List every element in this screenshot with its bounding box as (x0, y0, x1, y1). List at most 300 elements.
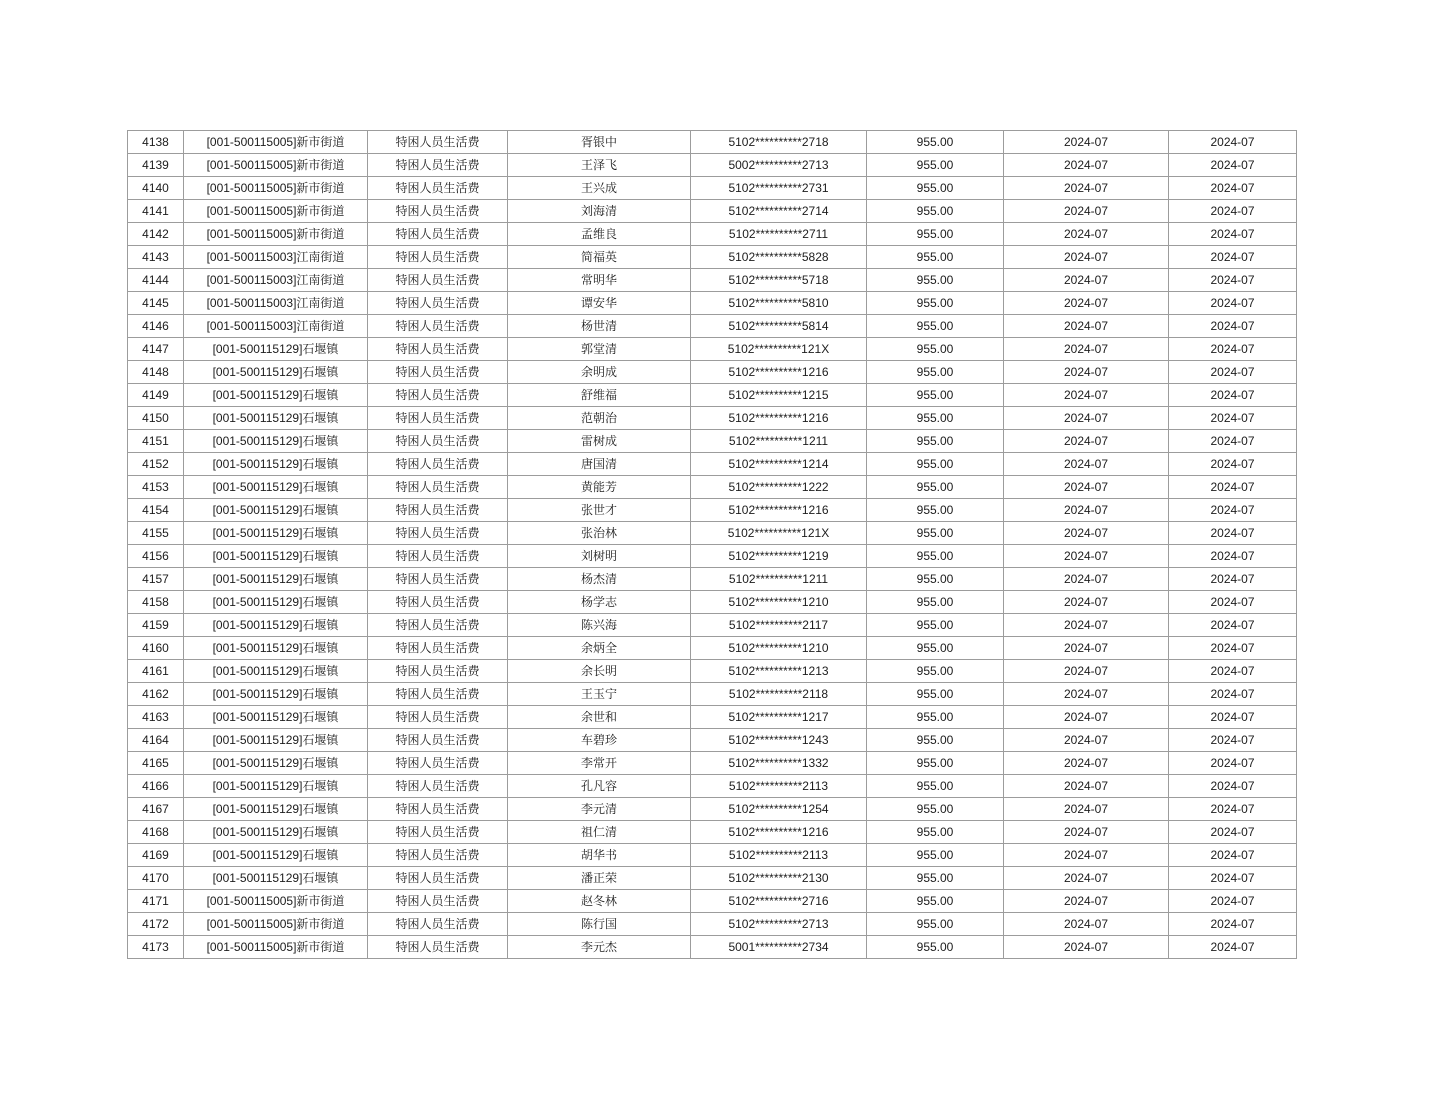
table-row (128, 292, 1297, 315)
id-number-masked-cell: 5102**********2713 (691, 913, 867, 936)
grant-month-cell: 2024-07 (1169, 660, 1297, 683)
id-number-masked-cell: 5102**********1216 (691, 361, 867, 384)
pay-month-cell: 2024-07 (1004, 568, 1169, 591)
table-row (128, 775, 1297, 798)
amount-cell: 955.00 (867, 407, 1004, 430)
subsidy-type-cell: 特困人员生活费 (368, 890, 508, 913)
grant-month-cell: 2024-07 (1169, 867, 1297, 890)
id-number-masked-cell: 5102**********1243 (691, 729, 867, 752)
id-number-masked-cell: 5102**********5814 (691, 315, 867, 338)
grant-month-cell: 2024-07 (1169, 154, 1297, 177)
grant-month-cell: 2024-07 (1169, 568, 1297, 591)
district-cell: [001-500115129]石堰镇 (184, 706, 368, 729)
row-number-cell: 4153 (128, 476, 184, 499)
district-cell: [001-500115005]新市街道 (184, 154, 368, 177)
table-row (128, 522, 1297, 545)
pay-month-cell: 2024-07 (1004, 614, 1169, 637)
subsidy-type-cell: 特困人员生活费 (368, 637, 508, 660)
district-cell: [001-500115129]石堰镇 (184, 476, 368, 499)
amount-cell: 955.00 (867, 683, 1004, 706)
pay-month-cell: 2024-07 (1004, 867, 1169, 890)
district-cell: [001-500115003]江南街道 (184, 315, 368, 338)
subsidy-type-cell: 特困人员生活费 (368, 798, 508, 821)
id-number-masked-cell: 5102**********1214 (691, 453, 867, 476)
grant-month-cell: 2024-07 (1169, 177, 1297, 200)
grant-month-cell: 2024-07 (1169, 499, 1297, 522)
amount-cell: 955.00 (867, 453, 1004, 476)
person-name-cell: 杨杰清 (508, 568, 691, 591)
row-number-cell: 4155 (128, 522, 184, 545)
amount-cell: 955.00 (867, 821, 1004, 844)
row-number-cell: 4167 (128, 798, 184, 821)
district-cell: [001-500115129]石堰镇 (184, 522, 368, 545)
id-number-masked-cell: 5102**********2714 (691, 200, 867, 223)
grant-month-cell: 2024-07 (1169, 844, 1297, 867)
person-name-cell: 胥银中 (508, 131, 691, 154)
subsidy-type-cell: 特困人员生活费 (368, 752, 508, 775)
row-number-cell: 4164 (128, 729, 184, 752)
row-number-cell: 4165 (128, 752, 184, 775)
id-number-masked-cell: 5102**********1332 (691, 752, 867, 775)
id-number-masked-cell: 5102**********1219 (691, 545, 867, 568)
grant-month-cell: 2024-07 (1169, 453, 1297, 476)
pay-month-cell: 2024-07 (1004, 890, 1169, 913)
table-row (128, 499, 1297, 522)
person-name-cell: 孔凡容 (508, 775, 691, 798)
id-number-masked-cell: 5102**********2117 (691, 614, 867, 637)
person-name-cell: 王玉宁 (508, 683, 691, 706)
grant-month-cell: 2024-07 (1169, 890, 1297, 913)
grant-month-cell: 2024-07 (1169, 269, 1297, 292)
pay-month-cell: 2024-07 (1004, 453, 1169, 476)
district-cell: [001-500115129]石堰镇 (184, 867, 368, 890)
table-row (128, 361, 1297, 384)
row-number-cell: 4154 (128, 499, 184, 522)
table-row (128, 660, 1297, 683)
subsidy-type-cell: 特困人员生活费 (368, 154, 508, 177)
table-row (128, 430, 1297, 453)
row-number-cell: 4156 (128, 545, 184, 568)
amount-cell: 955.00 (867, 913, 1004, 936)
district-cell: [001-500115129]石堰镇 (184, 614, 368, 637)
amount-cell: 955.00 (867, 430, 1004, 453)
pay-month-cell: 2024-07 (1004, 361, 1169, 384)
table-row (128, 269, 1297, 292)
table-row (128, 246, 1297, 269)
table-row (128, 384, 1297, 407)
district-cell: [001-500115005]新市街道 (184, 200, 368, 223)
person-name-cell: 刘海清 (508, 200, 691, 223)
pay-month-cell: 2024-07 (1004, 177, 1169, 200)
pay-month-cell: 2024-07 (1004, 292, 1169, 315)
table-row (128, 752, 1297, 775)
person-name-cell: 余明成 (508, 361, 691, 384)
district-cell: [001-500115129]石堰镇 (184, 798, 368, 821)
row-number-cell: 4161 (128, 660, 184, 683)
subsidy-type-cell: 特困人员生活费 (368, 246, 508, 269)
table-row (128, 798, 1297, 821)
id-number-masked-cell: 5102**********121X (691, 338, 867, 361)
id-number-masked-cell: 5001**********2734 (691, 936, 867, 959)
row-number-cell: 4157 (128, 568, 184, 591)
district-cell: [001-500115129]石堰镇 (184, 430, 368, 453)
amount-cell: 955.00 (867, 384, 1004, 407)
row-number-cell: 4144 (128, 269, 184, 292)
pay-month-cell: 2024-07 (1004, 154, 1169, 177)
id-number-masked-cell: 5002**********2713 (691, 154, 867, 177)
district-cell: [001-500115129]石堰镇 (184, 729, 368, 752)
table-row (128, 200, 1297, 223)
amount-cell: 955.00 (867, 706, 1004, 729)
row-number-cell: 4170 (128, 867, 184, 890)
id-number-masked-cell: 5102**********1222 (691, 476, 867, 499)
person-name-cell: 郭堂清 (508, 338, 691, 361)
table-container (127, 130, 1297, 959)
grant-month-cell: 2024-07 (1169, 522, 1297, 545)
table-row (128, 637, 1297, 660)
person-name-cell: 舒维福 (508, 384, 691, 407)
amount-cell: 955.00 (867, 499, 1004, 522)
person-name-cell: 谭安华 (508, 292, 691, 315)
district-cell: [001-500115129]石堰镇 (184, 591, 368, 614)
district-cell: [001-500115005]新市街道 (184, 223, 368, 246)
row-number-cell: 4143 (128, 246, 184, 269)
table-row (128, 706, 1297, 729)
id-number-masked-cell: 5102**********1254 (691, 798, 867, 821)
grant-month-cell: 2024-07 (1169, 545, 1297, 568)
pay-month-cell: 2024-07 (1004, 315, 1169, 338)
table-row (128, 821, 1297, 844)
pay-month-cell: 2024-07 (1004, 430, 1169, 453)
amount-cell: 955.00 (867, 522, 1004, 545)
subsidy-type-cell: 特困人员生活费 (368, 499, 508, 522)
row-number-cell: 4147 (128, 338, 184, 361)
amount-cell: 955.00 (867, 568, 1004, 591)
table-row (128, 315, 1297, 338)
person-name-cell: 胡华书 (508, 844, 691, 867)
pay-month-cell: 2024-07 (1004, 200, 1169, 223)
grant-month-cell: 2024-07 (1169, 292, 1297, 315)
district-cell: [001-500115129]石堰镇 (184, 568, 368, 591)
person-name-cell: 潘正荣 (508, 867, 691, 890)
row-number-cell: 4169 (128, 844, 184, 867)
pay-month-cell: 2024-07 (1004, 775, 1169, 798)
table-row (128, 890, 1297, 913)
subsidy-type-cell: 特困人员生活费 (368, 936, 508, 959)
district-cell: [001-500115003]江南街道 (184, 292, 368, 315)
pay-month-cell: 2024-07 (1004, 591, 1169, 614)
district-cell: [001-500115129]石堰镇 (184, 361, 368, 384)
row-number-cell: 4159 (128, 614, 184, 637)
row-number-cell: 4166 (128, 775, 184, 798)
table-row (128, 476, 1297, 499)
amount-cell: 955.00 (867, 292, 1004, 315)
pay-month-cell: 2024-07 (1004, 476, 1169, 499)
grant-month-cell: 2024-07 (1169, 223, 1297, 246)
id-number-masked-cell: 5102**********2118 (691, 683, 867, 706)
grant-month-cell: 2024-07 (1169, 430, 1297, 453)
table-body (128, 131, 1297, 959)
person-name-cell: 余世和 (508, 706, 691, 729)
person-name-cell: 雷树成 (508, 430, 691, 453)
subsidy-type-cell: 特困人员生活费 (368, 775, 508, 798)
person-name-cell: 余长明 (508, 660, 691, 683)
subsidy-type-cell: 特困人员生活费 (368, 568, 508, 591)
person-name-cell: 刘树明 (508, 545, 691, 568)
subsidy-type-cell: 特困人员生活费 (368, 522, 508, 545)
amount-cell: 955.00 (867, 775, 1004, 798)
person-name-cell: 余炳全 (508, 637, 691, 660)
id-number-masked-cell: 5102**********2113 (691, 775, 867, 798)
id-number-masked-cell: 5102**********1210 (691, 637, 867, 660)
pay-month-cell: 2024-07 (1004, 936, 1169, 959)
grant-month-cell: 2024-07 (1169, 315, 1297, 338)
id-number-masked-cell: 5102**********2718 (691, 131, 867, 154)
amount-cell: 955.00 (867, 177, 1004, 200)
grant-month-cell: 2024-07 (1169, 913, 1297, 936)
subsidy-type-cell: 特困人员生活费 (368, 223, 508, 246)
grant-month-cell: 2024-07 (1169, 131, 1297, 154)
district-cell: [001-500115005]新市街道 (184, 177, 368, 200)
amount-cell: 955.00 (867, 269, 1004, 292)
pay-month-cell: 2024-07 (1004, 522, 1169, 545)
pay-month-cell: 2024-07 (1004, 683, 1169, 706)
district-cell: [001-500115129]石堰镇 (184, 752, 368, 775)
grant-month-cell: 2024-07 (1169, 407, 1297, 430)
subsidy-type-cell: 特困人员生活费 (368, 844, 508, 867)
amount-cell: 955.00 (867, 131, 1004, 154)
amount-cell: 955.00 (867, 867, 1004, 890)
subsidy-type-cell: 特困人员生活费 (368, 315, 508, 338)
person-name-cell: 李元杰 (508, 936, 691, 959)
person-name-cell: 张世才 (508, 499, 691, 522)
table-row (128, 131, 1297, 154)
district-cell: [001-500115129]石堰镇 (184, 499, 368, 522)
amount-cell: 955.00 (867, 361, 1004, 384)
subsidy-type-cell: 特困人员生活费 (368, 338, 508, 361)
pay-month-cell: 2024-07 (1004, 660, 1169, 683)
person-name-cell: 王兴成 (508, 177, 691, 200)
pay-month-cell: 2024-07 (1004, 752, 1169, 775)
person-name-cell: 杨世清 (508, 315, 691, 338)
table-row (128, 936, 1297, 959)
district-cell: [001-500115129]石堰镇 (184, 660, 368, 683)
row-number-cell: 4139 (128, 154, 184, 177)
pay-month-cell: 2024-07 (1004, 729, 1169, 752)
subsidy-type-cell: 特困人员生活费 (368, 591, 508, 614)
pay-month-cell: 2024-07 (1004, 798, 1169, 821)
subsidy-type-cell: 特困人员生活费 (368, 453, 508, 476)
district-cell: [001-500115129]石堰镇 (184, 775, 368, 798)
row-number-cell: 4142 (128, 223, 184, 246)
id-number-masked-cell: 5102**********1211 (691, 430, 867, 453)
row-number-cell: 4151 (128, 430, 184, 453)
pay-month-cell: 2024-07 (1004, 821, 1169, 844)
person-name-cell: 黄能芳 (508, 476, 691, 499)
amount-cell: 955.00 (867, 798, 1004, 821)
grant-month-cell: 2024-07 (1169, 706, 1297, 729)
id-number-masked-cell: 5102**********1216 (691, 407, 867, 430)
table-row (128, 177, 1297, 200)
pay-month-cell: 2024-07 (1004, 269, 1169, 292)
id-number-masked-cell: 5102**********5718 (691, 269, 867, 292)
subsidy-type-cell: 特困人员生活费 (368, 361, 508, 384)
district-cell: [001-500115005]新市街道 (184, 131, 368, 154)
pay-month-cell: 2024-07 (1004, 844, 1169, 867)
district-cell: [001-500115005]新市街道 (184, 913, 368, 936)
subsidy-table (127, 130, 1297, 959)
subsidy-type-cell: 特困人员生活费 (368, 614, 508, 637)
id-number-masked-cell: 5102**********1216 (691, 821, 867, 844)
amount-cell: 955.00 (867, 223, 1004, 246)
district-cell: [001-500115129]石堰镇 (184, 683, 368, 706)
subsidy-type-cell: 特困人员生活费 (368, 867, 508, 890)
amount-cell: 955.00 (867, 545, 1004, 568)
amount-cell: 955.00 (867, 154, 1004, 177)
row-number-cell: 4150 (128, 407, 184, 430)
table-row (128, 223, 1297, 246)
person-name-cell: 陈行国 (508, 913, 691, 936)
amount-cell: 955.00 (867, 591, 1004, 614)
grant-month-cell: 2024-07 (1169, 936, 1297, 959)
amount-cell: 955.00 (867, 476, 1004, 499)
subsidy-type-cell: 特困人员生活费 (368, 292, 508, 315)
id-number-masked-cell: 5102**********1211 (691, 568, 867, 591)
person-name-cell: 唐国清 (508, 453, 691, 476)
district-cell: [001-500115129]石堰镇 (184, 545, 368, 568)
row-number-cell: 4152 (128, 453, 184, 476)
grant-month-cell: 2024-07 (1169, 246, 1297, 269)
amount-cell: 955.00 (867, 200, 1004, 223)
pay-month-cell: 2024-07 (1004, 545, 1169, 568)
table-row (128, 729, 1297, 752)
person-name-cell: 李元清 (508, 798, 691, 821)
district-cell: [001-500115003]江南街道 (184, 246, 368, 269)
pay-month-cell: 2024-07 (1004, 913, 1169, 936)
pay-month-cell: 2024-07 (1004, 223, 1169, 246)
person-name-cell: 常明华 (508, 269, 691, 292)
amount-cell: 955.00 (867, 890, 1004, 913)
id-number-masked-cell: 5102**********2113 (691, 844, 867, 867)
subsidy-type-cell: 特困人员生活费 (368, 729, 508, 752)
row-number-cell: 4141 (128, 200, 184, 223)
row-number-cell: 4160 (128, 637, 184, 660)
district-cell: [001-500115129]石堰镇 (184, 821, 368, 844)
subsidy-type-cell: 特困人员生活费 (368, 476, 508, 499)
subsidy-type-cell: 特困人员生活费 (368, 430, 508, 453)
row-number-cell: 4172 (128, 913, 184, 936)
grant-month-cell: 2024-07 (1169, 821, 1297, 844)
district-cell: [001-500115005]新市街道 (184, 936, 368, 959)
person-name-cell: 张治林 (508, 522, 691, 545)
id-number-masked-cell: 5102**********1217 (691, 706, 867, 729)
row-number-cell: 4173 (128, 936, 184, 959)
person-name-cell: 车碧珍 (508, 729, 691, 752)
amount-cell: 955.00 (867, 729, 1004, 752)
subsidy-type-cell: 特困人员生活费 (368, 177, 508, 200)
id-number-masked-cell: 5102**********5828 (691, 246, 867, 269)
id-number-masked-cell: 5102**********2716 (691, 890, 867, 913)
grant-month-cell: 2024-07 (1169, 683, 1297, 706)
id-number-masked-cell: 5102**********2130 (691, 867, 867, 890)
person-name-cell: 简福英 (508, 246, 691, 269)
row-number-cell: 4171 (128, 890, 184, 913)
subsidy-type-cell: 特困人员生活费 (368, 269, 508, 292)
row-number-cell: 4149 (128, 384, 184, 407)
table-row (128, 545, 1297, 568)
id-number-masked-cell: 5102**********2711 (691, 223, 867, 246)
district-cell: [001-500115129]石堰镇 (184, 637, 368, 660)
grant-month-cell: 2024-07 (1169, 798, 1297, 821)
row-number-cell: 4162 (128, 683, 184, 706)
table-row (128, 407, 1297, 430)
subsidy-type-cell: 特困人员生活费 (368, 384, 508, 407)
district-cell: [001-500115005]新市街道 (184, 890, 368, 913)
amount-cell: 955.00 (867, 637, 1004, 660)
person-name-cell: 孟维良 (508, 223, 691, 246)
row-number-cell: 4140 (128, 177, 184, 200)
table-row (128, 614, 1297, 637)
amount-cell: 955.00 (867, 338, 1004, 361)
row-number-cell: 4148 (128, 361, 184, 384)
pay-month-cell: 2024-07 (1004, 637, 1169, 660)
table-row (128, 453, 1297, 476)
district-cell: [001-500115129]石堰镇 (184, 844, 368, 867)
grant-month-cell: 2024-07 (1169, 200, 1297, 223)
row-number-cell: 4145 (128, 292, 184, 315)
table-row (128, 683, 1297, 706)
grant-month-cell: 2024-07 (1169, 338, 1297, 361)
grant-month-cell: 2024-07 (1169, 384, 1297, 407)
subsidy-type-cell: 特困人员生活费 (368, 821, 508, 844)
id-number-masked-cell: 5102**********121X (691, 522, 867, 545)
row-number-cell: 4168 (128, 821, 184, 844)
table-row (128, 568, 1297, 591)
grant-month-cell: 2024-07 (1169, 752, 1297, 775)
amount-cell: 955.00 (867, 752, 1004, 775)
row-number-cell: 4138 (128, 131, 184, 154)
subsidy-type-cell: 特困人员生活费 (368, 407, 508, 430)
amount-cell: 955.00 (867, 660, 1004, 683)
person-name-cell: 李常开 (508, 752, 691, 775)
pay-month-cell: 2024-07 (1004, 407, 1169, 430)
amount-cell: 955.00 (867, 246, 1004, 269)
table-row (128, 591, 1297, 614)
person-name-cell: 陈兴海 (508, 614, 691, 637)
district-cell: [001-500115129]石堰镇 (184, 453, 368, 476)
grant-month-cell: 2024-07 (1169, 729, 1297, 752)
person-name-cell: 赵冬林 (508, 890, 691, 913)
id-number-masked-cell: 5102**********2731 (691, 177, 867, 200)
subsidy-type-cell: 特困人员生活费 (368, 545, 508, 568)
person-name-cell: 王泽飞 (508, 154, 691, 177)
subsidy-type-cell: 特困人员生活费 (368, 660, 508, 683)
pay-month-cell: 2024-07 (1004, 246, 1169, 269)
district-cell: [001-500115129]石堰镇 (184, 407, 368, 430)
district-cell: [001-500115003]江南街道 (184, 269, 368, 292)
id-number-masked-cell: 5102**********1213 (691, 660, 867, 683)
row-number-cell: 4146 (128, 315, 184, 338)
grant-month-cell: 2024-07 (1169, 775, 1297, 798)
subsidy-type-cell: 特困人员生活费 (368, 683, 508, 706)
pay-month-cell: 2024-07 (1004, 384, 1169, 407)
grant-month-cell: 2024-07 (1169, 591, 1297, 614)
subsidy-type-cell: 特困人员生活费 (368, 706, 508, 729)
grant-month-cell: 2024-07 (1169, 476, 1297, 499)
subsidy-type-cell: 特困人员生活费 (368, 913, 508, 936)
table-row (128, 154, 1297, 177)
table-row (128, 867, 1297, 890)
